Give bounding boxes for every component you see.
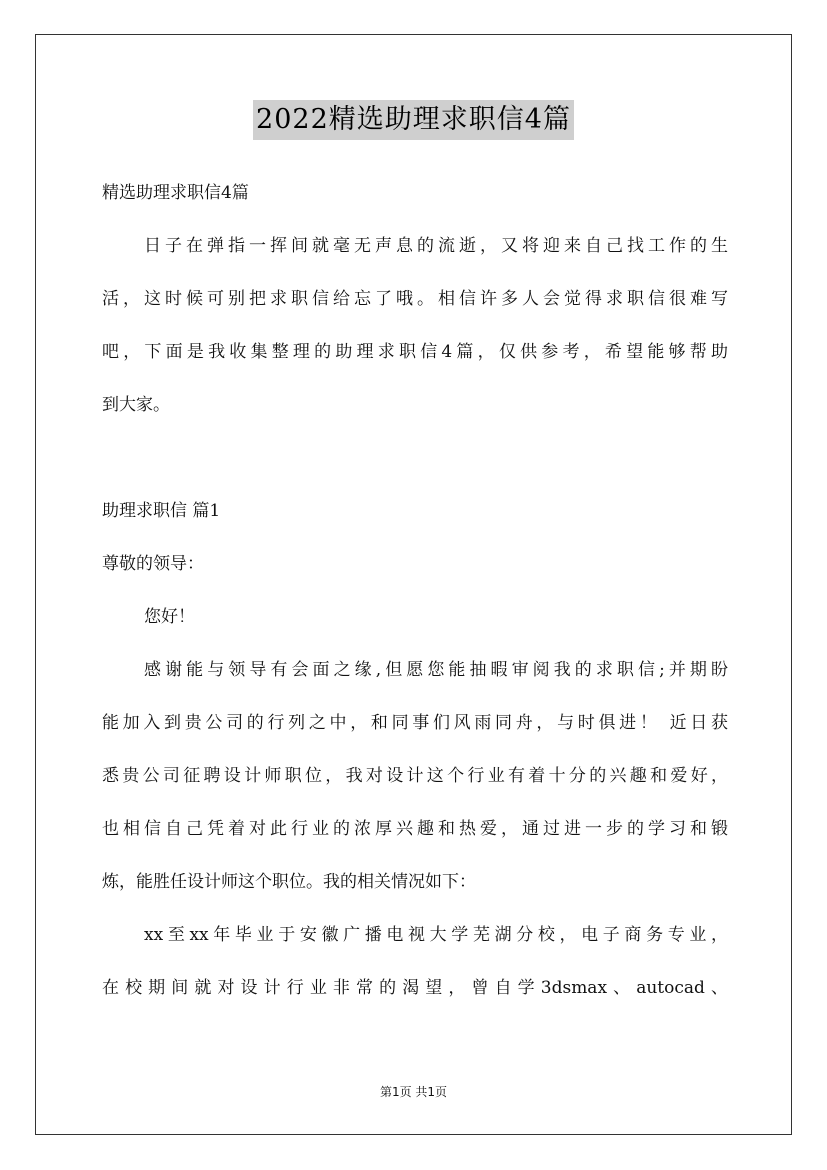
paragraph-line: 能加入到贵公司的行列之中，和同事们风雨同舟，与时俱进！ 近日获 — [102, 713, 728, 733]
paragraph-line: 日子在弹指一挥间就毫无声息的流逝，又将迎来自己找工作的生 — [144, 236, 728, 256]
document-title: 2022精选助理求职信4篇 — [253, 100, 574, 140]
paragraph-line: xx至xx年毕业于安徽广播电视大学芜湖分校，电子商务专业， — [144, 925, 728, 945]
paragraph-line: 在校期间就对设计行业非常的渴望，曾自学3dsmax、autocad、 — [102, 978, 728, 998]
title-container — [0, 100, 827, 140]
paragraph-line: 活，这时候可别把求职信给忘了哦。相信许多人会觉得求职信很难写 — [102, 289, 728, 309]
document-body — [102, 170, 728, 1018]
paragraph-line: 感谢能与领导有会面之缘,但愿您能抽暇审阅我的求职信;并期盼 — [144, 660, 728, 680]
section-heading: 助理求职信 篇1 — [102, 501, 221, 521]
paragraph-line: 到大家。 — [102, 395, 170, 415]
paragraph-line: 吧，下面是我收集整理的助理求职信4篇，仅供参考，希望能够帮助 — [102, 342, 728, 362]
salutation: 尊敬的领导： — [102, 554, 204, 574]
paragraph-line: 也相信自己凭着对此行业的浓厚兴趣和热爱，通过进一步的学习和锻 — [102, 819, 728, 839]
paragraph-line: 炼，能胜任设计师这个职位。我的相关情况如下： — [102, 872, 476, 892]
greeting: 您好！ — [144, 607, 195, 627]
paragraph-line: 悉贵公司征聘设计师职位，我对设计这个行业有着十分的兴趣和爱好， — [102, 766, 728, 786]
blank-line — [102, 435, 728, 488]
subtitle-line: 精选助理求职信4篇 — [102, 183, 249, 203]
page-footer: 第1页 共1页 — [379, 1085, 448, 1099]
